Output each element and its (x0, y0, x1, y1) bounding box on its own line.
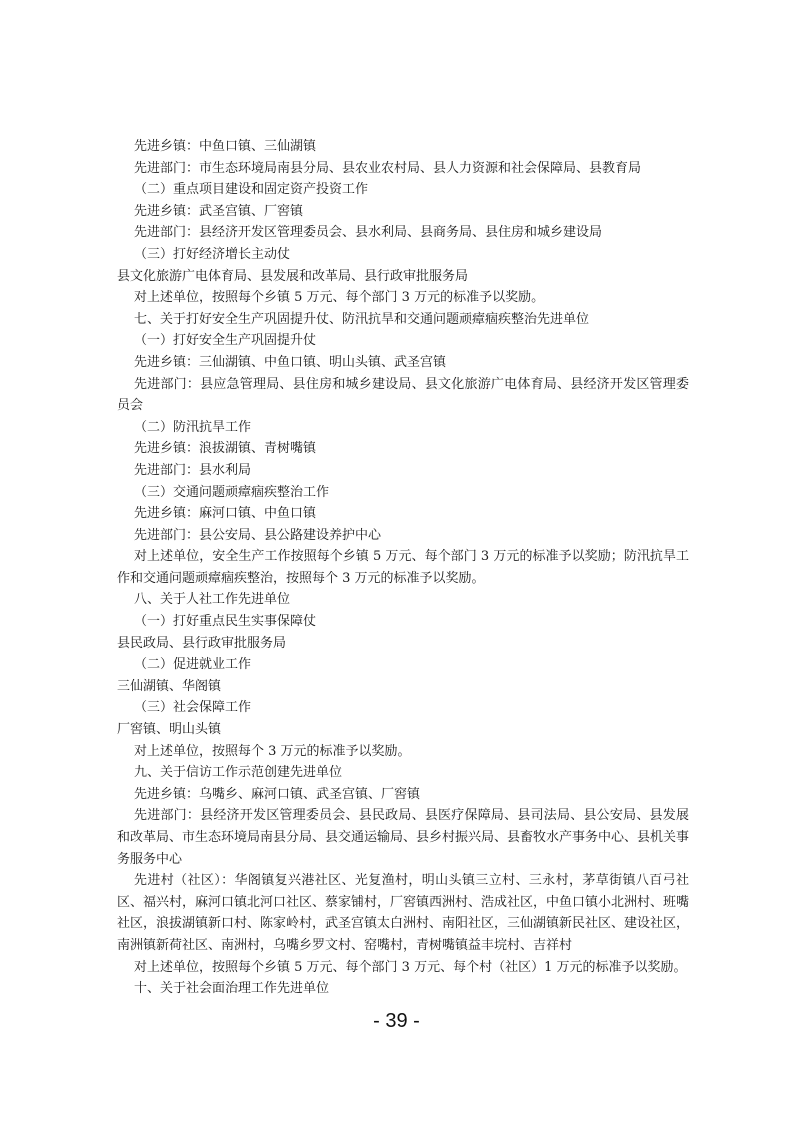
section-heading: （一）打好安全生产巩固提升仗 (134, 333, 317, 349)
paragraph: 先进乡镇：武圣宫镇、厂窖镇 (134, 203, 304, 219)
paragraph: 先进乡镇：乌嘴乡、麻河口镇、武圣宫镇、厂窖镇 (134, 786, 421, 802)
paragraph: 先进乡镇：三仙湖镇、中鱼口镇、明山头镇、武圣宫镇 (134, 354, 447, 370)
section-heading: （二）促进就业工作 (134, 657, 252, 673)
document-body (117, 136, 689, 1000)
paragraph: 对上述单位，按照每个乡镇 5 万元、每个部门 3 万元的标准予以奖励。 (134, 290, 545, 306)
chapter-heading: 七、关于打好安全生产巩固提升仗、防汛抗旱和交通问题顽瘴痼疾整治先进单位 (134, 311, 590, 327)
paragraph: 先进乡镇：浪拔湖镇、青树嘴镇 (134, 441, 317, 457)
paragraph: 对上述单位，安全生产工作按照每个乡镇 5 万元、每个部门 3 万元的标准予以奖励；防汛抗旱工作和交通问题顽瘴痼疾整治，按照每个 3 万元的标准予以奖励。 (117, 549, 689, 586)
paragraph: 先进部门：县经济开发区管理委员会、县民政局、县医疗保障局、县司法局、县公安局、县发展和改革局、市生态环境局南县分局、县交通运输局、县乡村振兴局、县畜牧水产事务中心、县机关事务服务中心 (117, 808, 690, 867)
paragraph: 先进乡镇：中鱼口镇、三仙湖镇 (134, 139, 317, 154)
paragraph: 三仙湖镇、华阁镇 (117, 678, 222, 694)
chapter-heading: 九、关于信访工作示范创建先进单位 (134, 765, 343, 781)
paragraph: 先进乡镇：麻河口镇、中鱼口镇 (134, 506, 317, 522)
chapter-heading: 八、关于人社工作先进单位 (134, 592, 291, 608)
paragraph: 对上述单位，按照每个 3 万元的标准予以奖励。 (134, 743, 411, 759)
page-number: - 39 - (373, 1010, 420, 1032)
section-heading: （二）重点项目建设和固定资产投资工作 (134, 182, 369, 198)
section-heading: （三）打好经济增长主动仗 (134, 246, 291, 262)
paragraph: 厂窖镇、明山头镇 (117, 722, 222, 738)
paragraph: 县民政局、县行政审批服务局 (117, 635, 287, 651)
paragraph: 先进村（社区）：华阁镇复兴港社区、光复渔村，明山头镇三立村、三永村，茅草街镇八百弓社区、福兴村，麻河口镇北河口社区、蔡家铺村，厂窖镇西洲村、浩成社区，中鱼口镇小北洲村、班嘴社区，浪拔湖镇新口村、陈家岭村，武圣宫镇太白洲村、南阳社区，三仙湖镇新民社区、建设社区，南洲镇新荷社区、南洲村，乌嘴乡罗文村、窑嘴村，青树嘴镇益丰垸村、吉祥村 (117, 873, 690, 953)
section-heading: （三）交通问题顽瘴痼疾整治工作 (134, 484, 330, 500)
paragraph: 先进部门：县水利局 (134, 462, 252, 478)
paragraph: 对上述单位，按照每个乡镇 5 万元、每个部门 3 万元、每个村（社区）1 万元的标准予以奖励。 (134, 959, 687, 975)
section-heading: （二）防汛抗旱工作 (134, 419, 252, 435)
paragraph: 先进部门：县经济开发区管理委员会、县水利局、县商务局、县住房和城乡建设局 (134, 225, 603, 241)
chapter-heading: 十、关于社会面治理工作先进单位 (134, 981, 330, 997)
section-heading: （三）社会保障工作 (134, 700, 252, 716)
paragraph: 县文化旅游广电体育局、县发展和改革局、县行政审批服务局 (117, 268, 469, 284)
section-heading: （一）打好重点民生实事保障仗 (134, 614, 317, 630)
paragraph: 先进部门：县公安局、县公路建设养护中心 (134, 527, 382, 543)
paragraph: 先进部门：市生态环境局南县分局、县农业农村局、县人力资源和社会保障局、县教育局 (134, 160, 642, 176)
paragraph: 先进部门：县应急管理局、县住房和城乡建设局、县文化旅游广电体育局、县经济开发区管理委员会 (117, 376, 689, 414)
